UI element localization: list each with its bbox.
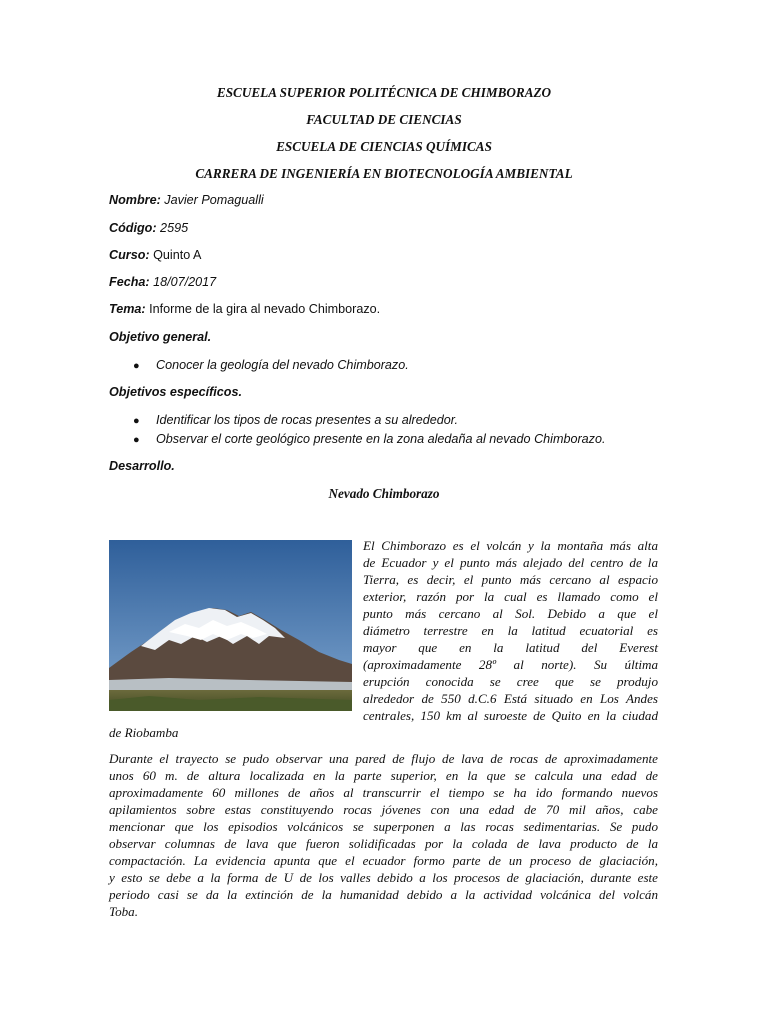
list-item-text: Conocer la geología del nevado Chimborazo. <box>156 358 409 372</box>
paragraph-line: punto más cercano al Sol. Debido a que el <box>363 606 658 621</box>
field-nombre <box>109 192 264 208</box>
field-curso-label: Curso: <box>109 248 150 262</box>
paragraph-line: mencionar que los episodios volcánicos se superponen a las rocas sedimentarias. Se pudo <box>109 819 658 834</box>
field-nombre-value: Javier Pomagualli <box>160 193 264 207</box>
field-codigo-label: Código: <box>109 221 157 235</box>
list-item <box>133 357 409 374</box>
list-item <box>133 431 605 448</box>
bullet-icon: ● <box>133 360 140 372</box>
paragraph-line: aproximadamente 60 millones de años al transcurrir el tiempo se ha ido formando nuevos <box>109 785 658 800</box>
field-curso-value: Quinto A <box>149 248 202 262</box>
objetivos-especificos-heading: Objetivos específicos. <box>109 385 242 399</box>
paragraph-line: exterior, razón por la cual es llamado como el <box>363 589 658 604</box>
paragraph-line: Toba. <box>109 904 138 919</box>
field-tema-label: Tema: <box>109 302 146 316</box>
list-item-text: Identificar los tipos de rocas presentes a su alrededor. <box>156 413 458 427</box>
paragraph-line: y esto se debe a la forma de U de los valles debido a los procesos de glaciación, durante este <box>109 870 658 885</box>
career-title: CARRERA DE INGENIERÍA EN BIOTECNOLOGÍA AMBIENTAL <box>195 166 573 181</box>
faculty-title: FACULTAD DE CIENCIAS <box>306 112 462 127</box>
paragraph-line: compactación. La evidencia apunta que el ecuador formo parte de un proceso de glaciación, <box>109 853 658 868</box>
field-fecha <box>109 274 216 290</box>
paragraph-line: periodo casi se da la extinción de la humanidad debido a la actividad volcánica del volcán <box>109 887 658 902</box>
objetivo-general-heading: Objetivo general. <box>109 330 212 344</box>
paragraph-line: diámetro terrestre en la latitud ecuatorial es <box>363 623 658 638</box>
chimborazo-photo <box>109 540 352 711</box>
paragraph-line: (aproximadamente 28º al norte). Su última <box>363 657 658 672</box>
paragraph-line: Tierra, es decir, el punto más cercano al espacio <box>363 572 658 587</box>
bullet-icon: ● <box>133 415 140 427</box>
field-tema <box>109 301 380 317</box>
desarrollo-heading: Desarrollo. <box>109 459 175 473</box>
section-subtitle: Nevado Chimborazo <box>328 486 440 501</box>
paragraph-line: Durante el trayecto se pudo observar una pared de flujo de lava de rocas de aproximadamente <box>109 751 658 766</box>
paragraph-line: mayor que en la latitud del Everest <box>363 640 658 655</box>
list-item-text: Observar el corte geológico presente en la zona aledaña al nevado Chimborazo. <box>156 432 606 446</box>
field-tema-value: Informe de la gira al nevado Chimborazo. <box>145 302 381 316</box>
paragraph-line: apilamientos sobre estas constituyendo rocas jóvenes con una edad de 70 mil años, cabe <box>109 802 658 817</box>
paragraph-line: El Chimborazo es el volcán y la montaña más alta <box>363 538 658 553</box>
school-title: ESCUELA DE CIENCIAS QUÍMICAS <box>276 139 492 154</box>
paragraph-line: erupción conocida se cree que se produjo <box>363 674 658 689</box>
field-fecha-label: Fecha: <box>109 275 150 289</box>
institution-title: ESCUELA SUPERIOR POLITÉCNICA DE CHIMBORAZO <box>216 85 552 100</box>
paragraph-line: de Ecuador y el punto más alejado del centro de la <box>363 555 658 570</box>
bullet-icon: ● <box>133 434 140 446</box>
field-codigo-value: 2595 <box>156 221 189 235</box>
field-nombre-label: Nombre: <box>109 193 161 207</box>
paragraph-line: centrales, 150 km al suroeste de Quito en la ciudad <box>363 708 658 723</box>
paragraph-line: de Riobamba <box>109 725 179 740</box>
field-curso <box>109 247 201 263</box>
paragraph-line: alrededor de 550 d.C.6 Está situado en Los Andes <box>363 691 658 706</box>
list-item <box>133 412 458 429</box>
field-fecha-value: 18/07/2017 <box>149 275 217 289</box>
paragraph-line: unos 60 m. de altura localizada en la parte superior, en la que se calcula una edad de <box>109 768 658 783</box>
paragraph-line: observar columnas de lava que fueron solidificadas por la colada de lava producto de la <box>109 836 658 851</box>
field-codigo <box>109 220 188 236</box>
